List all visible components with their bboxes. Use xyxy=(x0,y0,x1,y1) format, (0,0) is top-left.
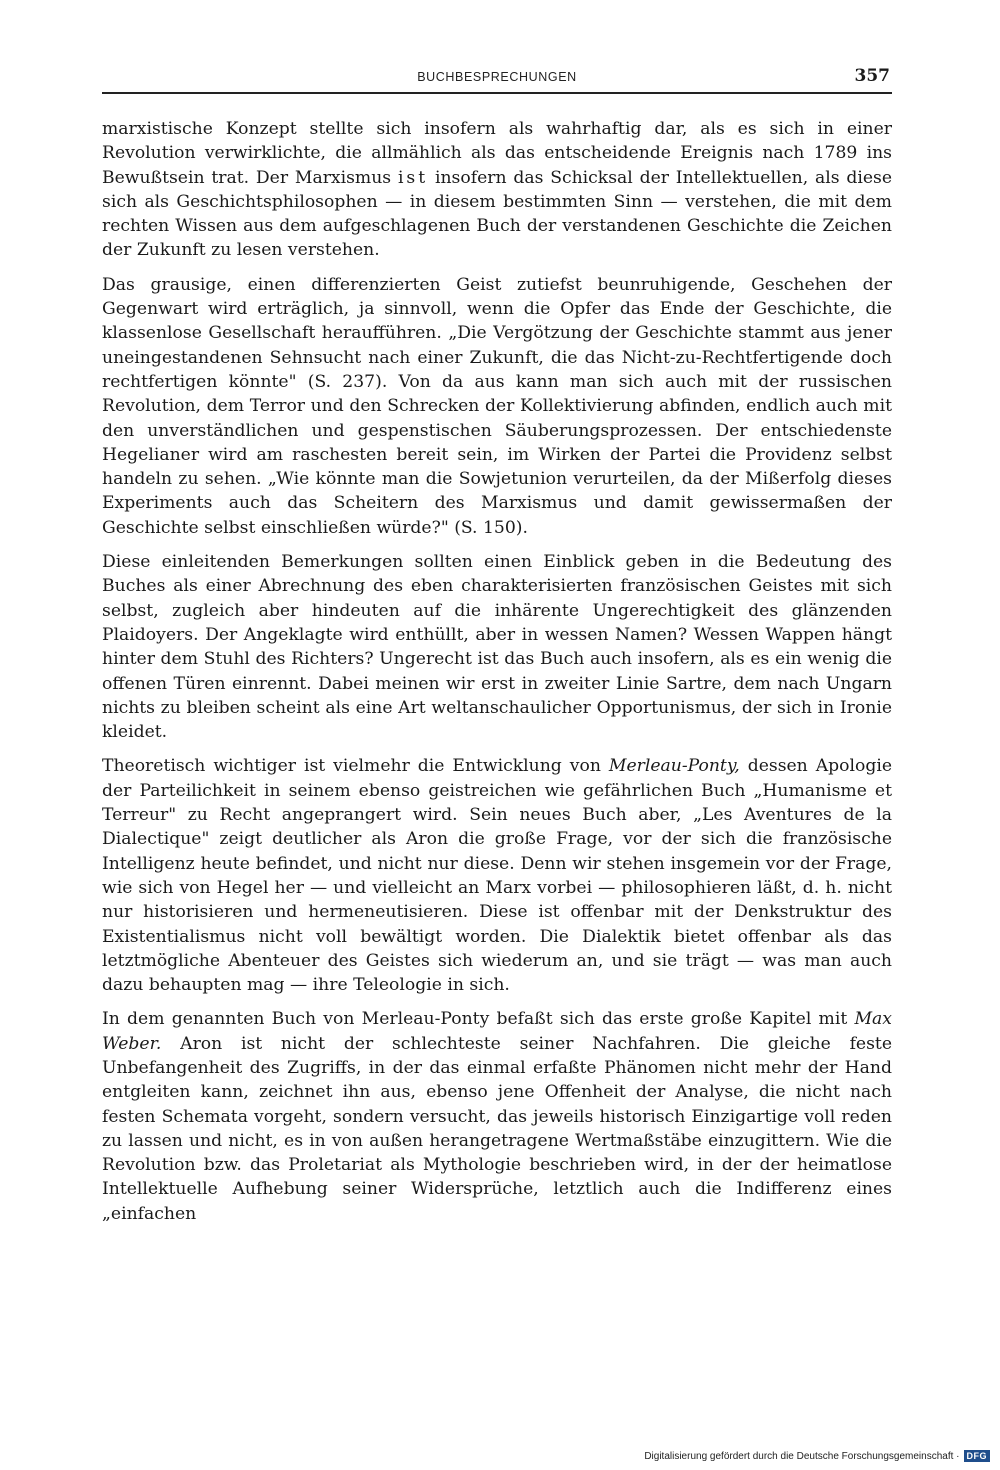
paragraph-1 xyxy=(102,117,892,263)
running-header xyxy=(102,66,892,94)
paragraph-2: Das grausige, einen differenzierten Geist zutiefst beunruhigende, Geschehen der Gegenwart wird erträglich, ja sinnvoll, wenn die Opfer das Ende der Geschichte, die klassenlose Gesellschaft heraufführen. „Die Vergötzung der Geschichte stammt aus jener uneingestandenen Sehnsucht nach einer Zukunft, die das Nicht-zu-Rechtfertigende doch rechtfertigen könnte" (S. 237). Von da aus kann man sich auch mit der russischen Revolution, dem Terror und den Schrecken der Kollektivierung abfinden, endlich auch mit den unverständlichen und gespenstischen Säuberungsprozessen. Der entschiedenste Hegelianer wird am raschesten bereit sein, im Wirken der Partei die Providenz selbst handeln zu sehen. „Wie könnte man die Sowjetunion verurteilen, da der Mißerfolg dieses Experiments auch das Scheitern des Marxismus und damit gewissermaßen der Geschichte selbst einschließen würde?" (S. 150). xyxy=(102,274,892,538)
author-name-max-weber: Max Weber. xyxy=(102,1009,892,1054)
emphasized-word: ist xyxy=(397,167,429,188)
page-number: 357 xyxy=(854,66,890,86)
author-name-merleau-ponty: Merleau-Ponty, xyxy=(608,756,740,777)
paragraph-4-text-start: Theoretisch wichtiger ist vielmehr die Entwicklung von xyxy=(102,756,609,777)
paragraph-1-text-start: marxistische Konzept stellte sich insofern als wahrhaftig dar, als es sich in einer Revolution verwirklichte, die allmählich als das entscheidende Ereignis nach 1789 ins Bewußtsein trat. Der Marxismus xyxy=(102,119,892,188)
paragraph-1-text-end: insofern das Schicksal der Intellektuellen, als diese sich als Geschichtsphilosophen — in diesem bestimmten Sinn — verstehen, die mit dem rechten Wissen aus dem aufgeschlagenen Buch der verstandenen Geschichte die Zeichen der Zukunft zu lesen verstehen. xyxy=(102,167,892,261)
footer-note-text: Digitalisierung gefördert durch die Deutsche Forschungsgemeinschaft · xyxy=(644,1450,960,1462)
paragraph-5 xyxy=(102,1007,892,1226)
paragraph-4-text-end: dessen Apologie der Parteilichkeit in seinem ebenso geistreichen wie gefährlichen Buch „Humanisme et Terreur" zu Recht angeprangert wird. Sein neues Buch aber, „Les Aventures de la Dialectique" zeigt deutlicher als Aron die große Frage, vor der sich die französische Intelligenz heute befindet, und nicht nur diese. Denn wir stehen insgemein vor der Frage, wie sich von Hegel her — und vielleicht an Marx vorbei — philosophieren läßt, d. h. nicht nur historisieren und hermeneutisieren. Diese ist offenbar mit der Denkstruktur des Existentialismus nicht voll bewältigt worden. Die Dialektik bietet offenbar als das letztmögliche Abenteuer des Geistes sich wiederum an, und sie trägt — was man auch dazu behaupten mag — ihre Teleologie in sich. xyxy=(102,756,892,996)
running-title: BUCHBESPRECHUNGEN xyxy=(417,70,577,84)
paragraph-3: Diese einleitenden Bemerkungen sollten einen Einblick geben in die Bedeutung des Buches als einer Abrechnung des eben charakterisierten französischen Geistes mit sich selbst, zugleich aber hindeuten auf die inhärente Ungerechtigkeit des glänzenden Plaidoyers. Der Angeklagte wird enthüllt, aber in wessen Namen? Wessen Wappen hängt hinter dem Stuhl des Richters? Ungerecht ist das Buch auch insofern, als es ein wenig die offenen Türen einrennt. Dabei meinen wir erst in zweiter Linie Sartre, dem nach Ungarn nichts zu bleiben scheint als eine Art weltanschaulicher Opportunismus, der sich in Ironie kleidet. xyxy=(102,552,892,743)
dfg-logo-icon: DFG xyxy=(964,1450,991,1462)
digitization-footer xyxy=(644,1450,990,1462)
paragraph-4 xyxy=(102,754,892,997)
body-text xyxy=(102,117,892,1236)
paragraph-5-text-end: Aron ist nicht der schlechteste seiner Nachfahren. Die gleiche feste Unbefangenheit des Zugriffs, in der das einmal erfaßte Phänomen nicht mehr der Hand entgleiten kann, zeichnet ihn aus, ebenso jene Offenheit der Analyse, die nicht nach festen Schemata vorgeht, sondern versucht, das jeweils historisch Einzigartige voll reden zu lassen und nicht, es in von außen herangetragene Wertmaßstäbe einzugittern. Wie die Revolution bzw. das Proletariat als Mythologie beschrieben wird, in der der heimatlose Intellektuelle Aufhebung seiner Widersprüche, letztlich auch die Indifferenz eines „einfachen xyxy=(102,1033,892,1224)
paragraph-5-text-start: In dem genannten Buch von Merleau-Ponty befaßt sich das erste große Kapitel mit xyxy=(102,1009,855,1030)
